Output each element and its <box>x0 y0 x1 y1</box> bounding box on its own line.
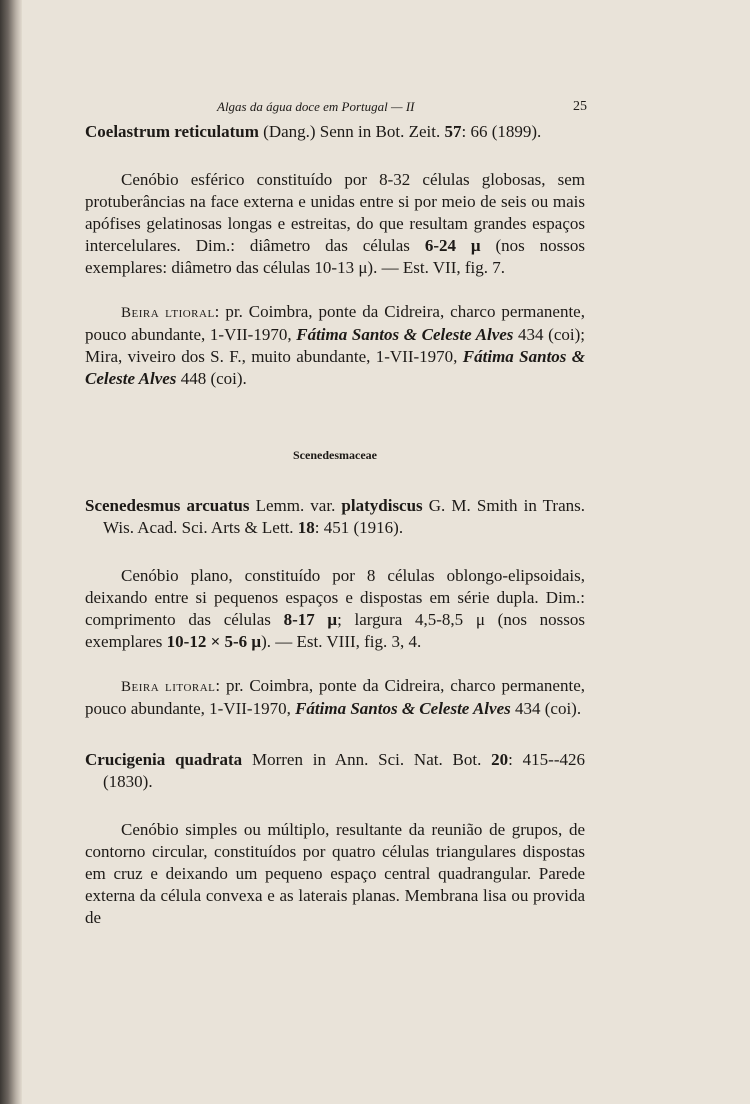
document-page <box>85 92 585 929</box>
coelastrum-heading: Coelastrum reticulatum (Dang.) Senn in Bot. Zeit. 57: 66 (1899). <box>85 122 542 141</box>
running-title: Algas da água doce em Portugal — II <box>217 99 415 114</box>
family-heading: Scenedesmaceae <box>293 448 377 462</box>
crucigenia-description: Cenóbio simples ou múltiplo, resultante da reunião de grupos, de contorno circular, constituídos por quatro células triangulares dispostas em cruz e deixando um pequeno espaço central quadrangular. Parede externa da célula convexa e as laterais planas. Membrana lisa ou provida de <box>85 820 585 927</box>
page-number: 25 <box>573 99 587 114</box>
region-label: Beira ltioral <box>121 305 215 321</box>
taxon-name: Scenedesmus arcuatus <box>85 496 250 515</box>
running-header <box>85 92 585 114</box>
taxon-name: Crucigenia quadrata <box>85 750 243 769</box>
page-gutter-shadow <box>0 0 22 1104</box>
region-label: Beira litoral <box>121 679 216 695</box>
crucigenia-heading: Crucigenia quadrata Morren in Ann. Sci. Nat. Bot. 20: 415--426 (1830). <box>85 750 586 791</box>
scenedesmus-heading: Scenedesmus arcuatus Lemm. var. platydiscus G. M. Smith in Trans. Wis. Acad. Sci. Arts & Lett. 18: 451 (1916). <box>85 496 585 537</box>
scenedesmus-description: Cenóbio plano, constituído por 8 células oblongo-elipsoidais, deixando entre si pequenos espaços e dispostas em série dupla. Dim.: comprimento das células 8-17 μ; largura 4,5-8,5 μ (nos nossos exemplares 10-12 × 5-6 μ). — Est. VIII, fig. 3, 4. <box>85 566 585 651</box>
scenedesmus-localities: Beira litoral: pr. Coimbra, ponte da Cidreira, charco permanente, pouco abundante, 1-VII-1970, Fátima Santos & Celeste Alves 434 (coi). <box>85 676 585 718</box>
taxon-name: Coelastrum reticulatum <box>85 122 259 141</box>
coelastrum-description: Cenóbio esférico constituído por 8-32 células globosas, sem protuberâncias na face externa e unidas entre si por meio de seis ou mais apófises gelatinosas longas e estreitas, do que resultam grandes espaços intercelulares. Dim.: diâmetro das células 6-24 μ (nos nossos exemplares: diâmetro das células 10-13 μ). — Est. VII, fig. 7. <box>85 170 585 277</box>
coelastrum-localities: Beira ltioral: pr. Coimbra, ponte da Cidreira, charco permanente, pouco abundante, 1-VII-1970, Fátima Santos & Celeste Alves 434 (coi); Mira, viveiro dos S. F., muito abundante, 1-VII-1970, Fátima Santos & Celeste Alves 448 (coi). <box>85 302 586 388</box>
